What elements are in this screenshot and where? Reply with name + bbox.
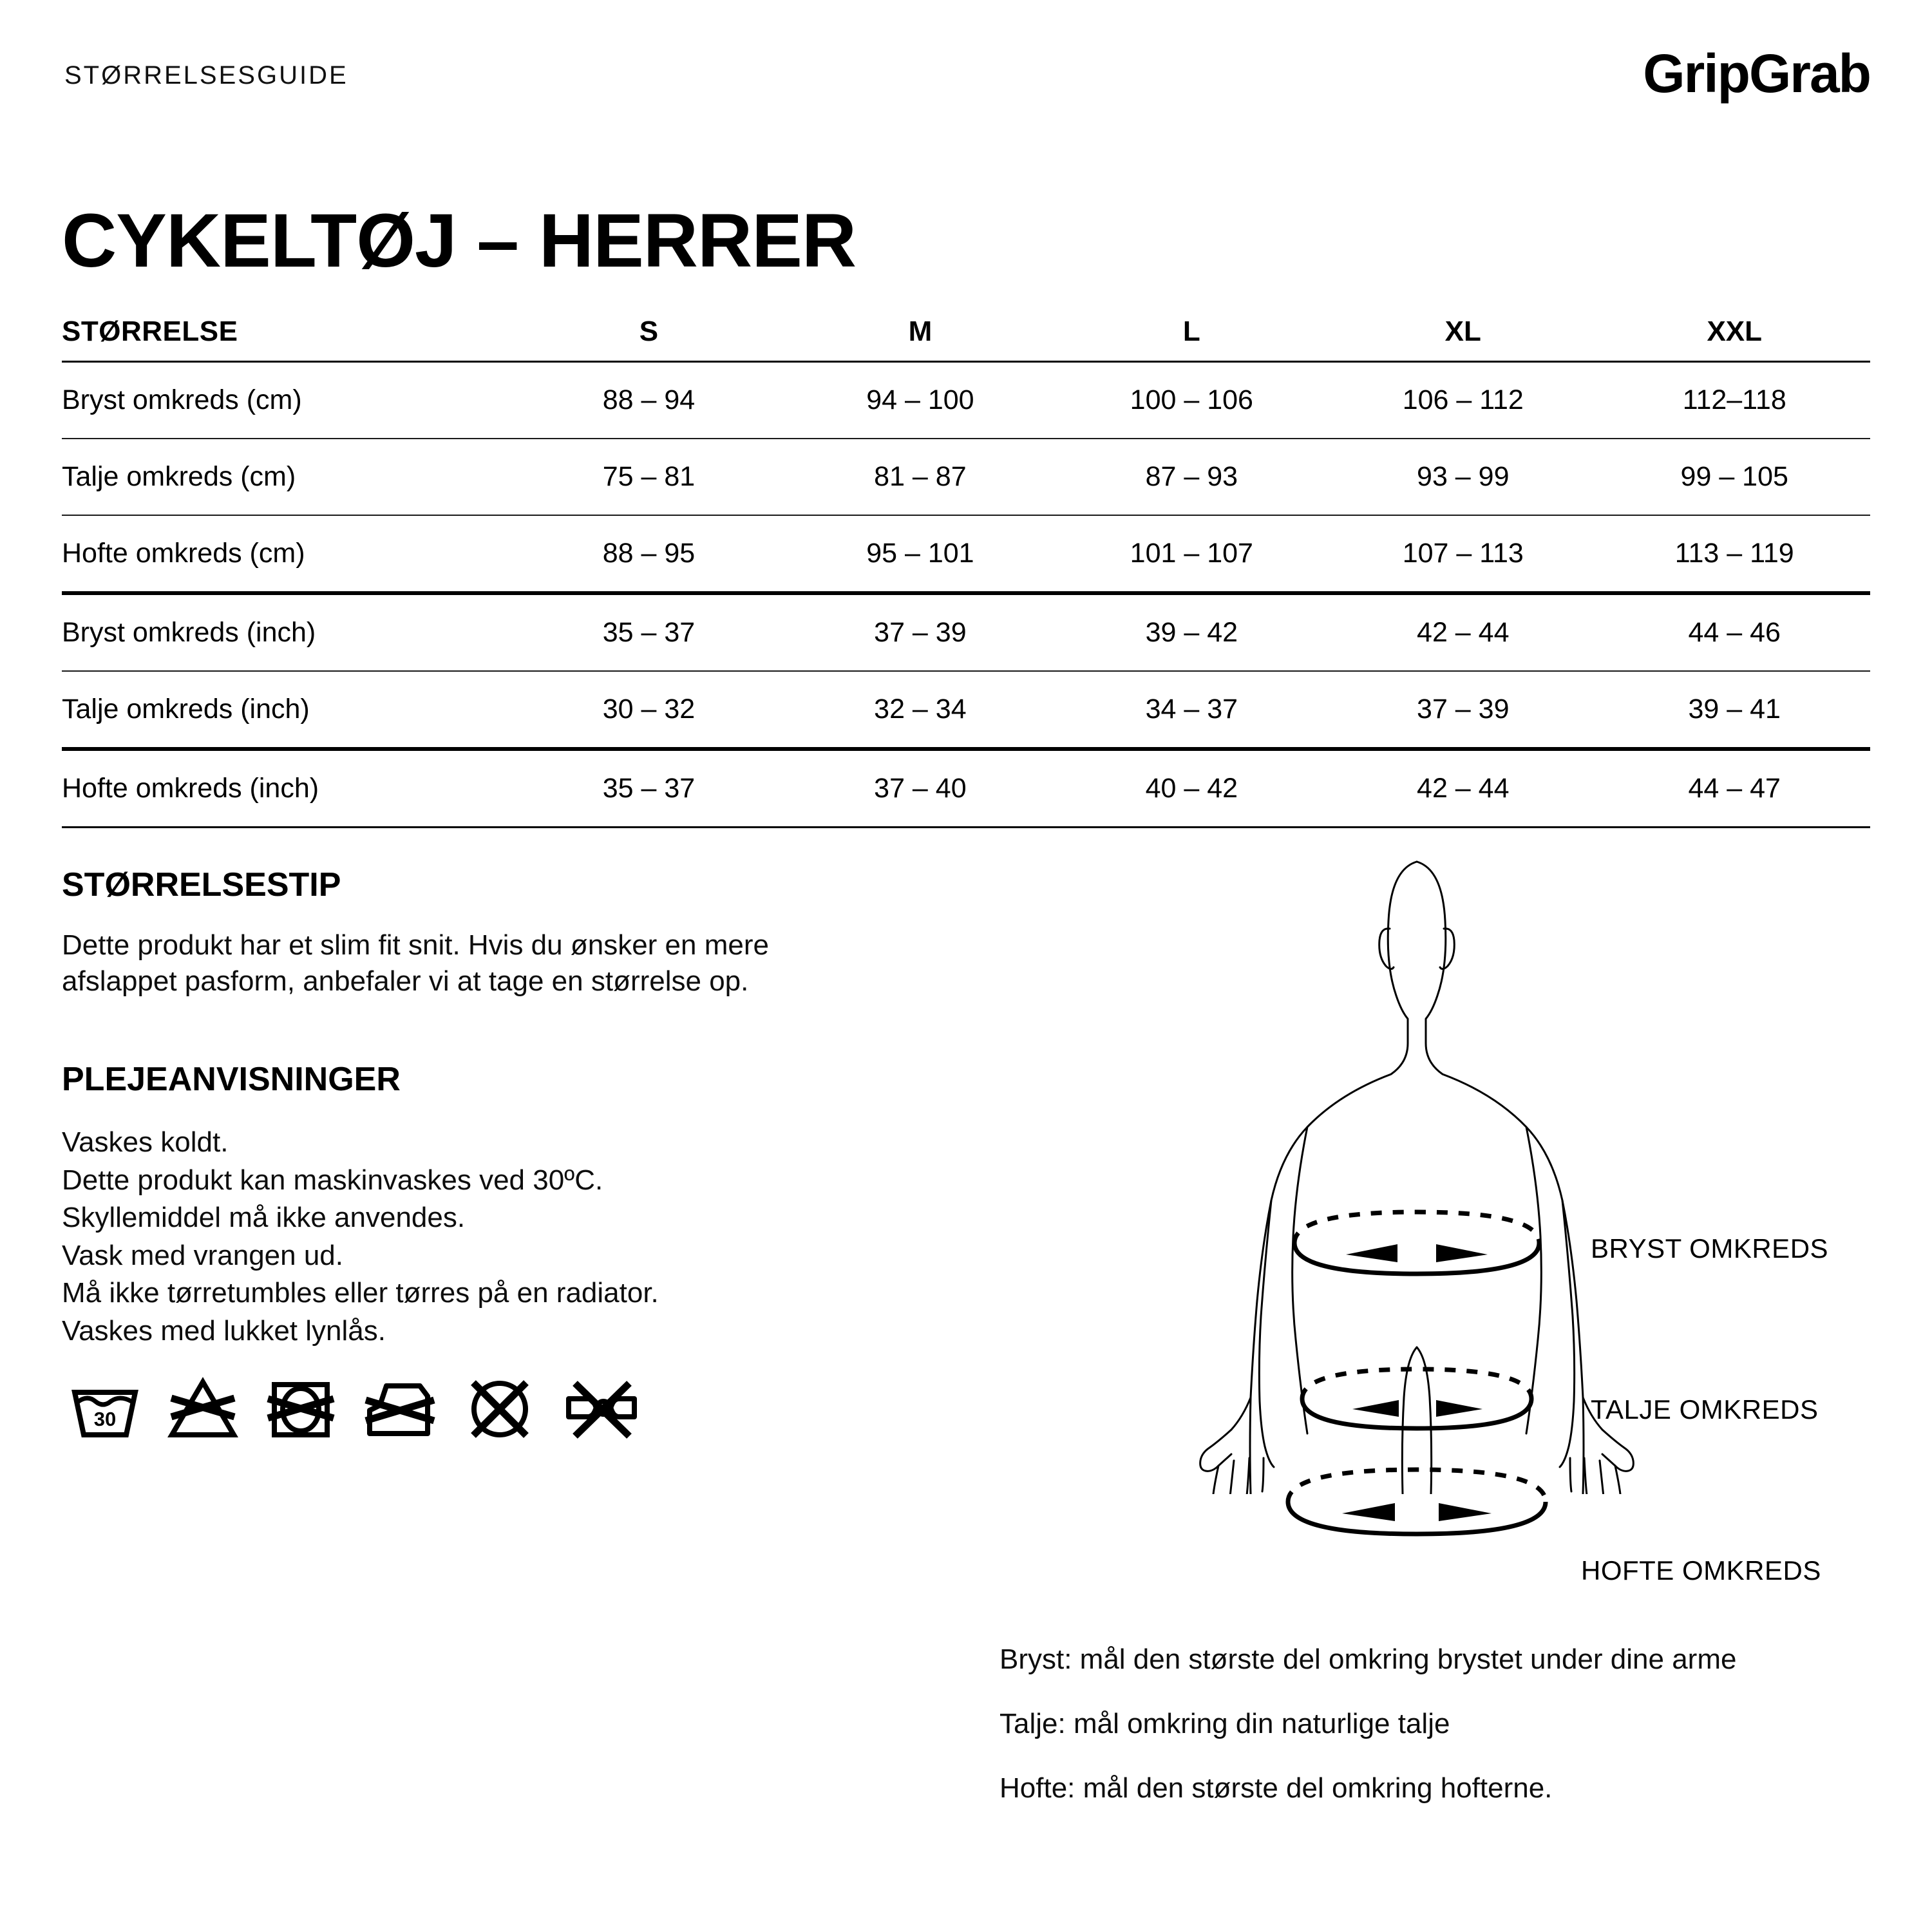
- cell-talje-inch-xl: 37 – 39: [1327, 671, 1598, 749]
- care-symbols-row: [70, 1377, 639, 1441]
- size-tip-heading: STØRRELSESTIP: [62, 866, 341, 904]
- header-size-m: M: [784, 303, 1056, 362]
- no-bleach-icon: [167, 1377, 238, 1441]
- cell-bryst-inch-m: 37 – 39: [784, 593, 1056, 671]
- row-label-talje-cm: Talje omkreds (cm): [62, 439, 513, 515]
- table-row: [62, 749, 1870, 828]
- measurement-note-waist: Talje: mål omkring din naturlige talje: [999, 1708, 1450, 1739]
- cell-talje-inch-s: 30 – 32: [513, 671, 784, 749]
- cell-talje-cm-xl: 93 – 99: [1327, 439, 1598, 515]
- cell-talje-cm-xxl: 99 – 105: [1598, 439, 1870, 515]
- row-label-bryst-inch: Bryst omkreds (inch): [62, 593, 513, 671]
- cell-talje-cm-m: 81 – 87: [784, 439, 1056, 515]
- cell-bryst-cm-xl: 106 – 112: [1327, 362, 1598, 439]
- gripgrab-logo: GripGrab: [1643, 43, 1870, 104]
- hip-measure-ring: [1288, 1470, 1546, 1534]
- table-row: [62, 593, 1870, 671]
- wash-30-icon: [70, 1377, 140, 1441]
- cell-talje-inch-xxl: 39 – 41: [1598, 671, 1870, 749]
- row-label-bryst-cm: Bryst omkreds (cm): [62, 362, 513, 439]
- cell-talje-inch-l: 34 – 37: [1056, 671, 1327, 749]
- body-outline: [1200, 862, 1634, 1494]
- table-row: [62, 671, 1870, 749]
- care-line: Skyllemiddel må ikke anvendes.: [62, 1202, 466, 1234]
- measurement-notes: [999, 1645, 1901, 1803]
- size-tip-body: [62, 927, 899, 1000]
- cell-bryst-cm-l: 100 – 106: [1056, 362, 1327, 439]
- cell-talje-inch-m: 32 – 34: [784, 671, 1056, 749]
- size-chart-table: [62, 303, 1870, 828]
- header-size-label: STØRRELSE: [62, 303, 513, 362]
- cell-bryst-inch-s: 35 – 37: [513, 593, 784, 671]
- header-size-xl: XL: [1327, 303, 1598, 362]
- measurement-note-chest: Bryst: mål den største del omkring brystet under dine arme: [999, 1643, 1737, 1675]
- row-label-hofte-cm: Hofte omkreds (cm): [62, 515, 513, 593]
- size-tip-line-1: Dette produkt har et slim fit snit. Hvis du ønsker en mere: [62, 929, 769, 961]
- cell-hofte-cm-s: 88 – 95: [513, 515, 784, 593]
- cell-bryst-cm-m: 94 – 100: [784, 362, 1056, 439]
- care-line: Må ikke tørretumbles eller tørres på en radiator.: [62, 1277, 659, 1309]
- cell-bryst-cm-s: 88 – 94: [513, 362, 784, 439]
- care-instructions-heading: PLEJEANVISNINGER: [62, 1061, 401, 1098]
- chest-measure-ring: [1294, 1212, 1539, 1274]
- cell-talje-cm-s: 75 – 81: [513, 439, 784, 515]
- waist-measure-ring: [1302, 1369, 1531, 1428]
- cell-hofte-inch-s: 35 – 37: [513, 749, 784, 828]
- measurement-note-hip: Hofte: mål den største del omkring hofterne.: [999, 1772, 1553, 1804]
- table-body: [62, 362, 1870, 828]
- page-eyebrow: STØRRELSESGUIDE: [64, 61, 348, 90]
- cell-hofte-inch-xl: 42 – 44: [1327, 749, 1598, 828]
- cell-hofte-cm-l: 101 – 107: [1056, 515, 1327, 593]
- cell-hofte-cm-m: 95 – 101: [784, 515, 1056, 593]
- header-size-s: S: [513, 303, 784, 362]
- cell-bryst-inch-l: 39 – 42: [1056, 593, 1327, 671]
- cell-bryst-inch-xl: 42 – 44: [1327, 593, 1598, 671]
- table-header: [62, 303, 1870, 362]
- row-label-hofte-inch: Hofte omkreds (inch): [62, 749, 513, 828]
- care-line: Vaskes koldt.: [62, 1126, 229, 1158]
- care-line: Dette produkt kan maskinvaskes ved 30ºC.: [62, 1164, 603, 1196]
- care-line: Vask med vrangen ud.: [62, 1239, 343, 1271]
- no-dry-clean-icon: [464, 1377, 535, 1441]
- page-title: CYKELTØJ – HERRER: [62, 198, 857, 284]
- cell-hofte-cm-xxl: 113 – 119: [1598, 515, 1870, 593]
- table-row: [62, 362, 1870, 439]
- wash-temperature-text: 30: [93, 1408, 117, 1430]
- cell-hofte-inch-m: 37 – 40: [784, 749, 1056, 828]
- cell-talje-cm-l: 87 – 93: [1056, 439, 1327, 515]
- care-instructions-list: [62, 1124, 899, 1350]
- hip-measure-label: HOFTE OMKREDS: [1581, 1555, 1821, 1586]
- table-header-row: [62, 303, 1870, 362]
- hip-measure-layer: [1005, 1430, 1906, 1623]
- chest-measure-label: BRYST OMKREDS: [1591, 1233, 1829, 1264]
- no-iron-icon: [363, 1377, 437, 1441]
- table-row: [62, 515, 1870, 593]
- size-tip-line-2: afslappet pasform, anbefaler vi at tage en størrelse op.: [62, 965, 749, 998]
- no-tumble-dry-icon: [265, 1377, 336, 1441]
- cell-hofte-inch-xxl: 44 – 47: [1598, 749, 1870, 828]
- cell-bryst-cm-xxl: 112–118: [1598, 362, 1870, 439]
- cell-hofte-inch-l: 40 – 42: [1056, 749, 1327, 828]
- header-size-xxl: XXL: [1598, 303, 1870, 362]
- row-label-talje-inch: Talje omkreds (inch): [62, 671, 513, 749]
- waist-measure-label: TALJE OMKREDS: [1591, 1394, 1819, 1425]
- do-not-wring-icon: [562, 1377, 639, 1441]
- care-line: Vaskes med lukket lynlås.: [62, 1314, 386, 1347]
- cell-bryst-inch-xxl: 44 – 46: [1598, 593, 1870, 671]
- cell-hofte-cm-xl: 107 – 113: [1327, 515, 1598, 593]
- header-size-l: L: [1056, 303, 1327, 362]
- table-row: [62, 439, 1870, 515]
